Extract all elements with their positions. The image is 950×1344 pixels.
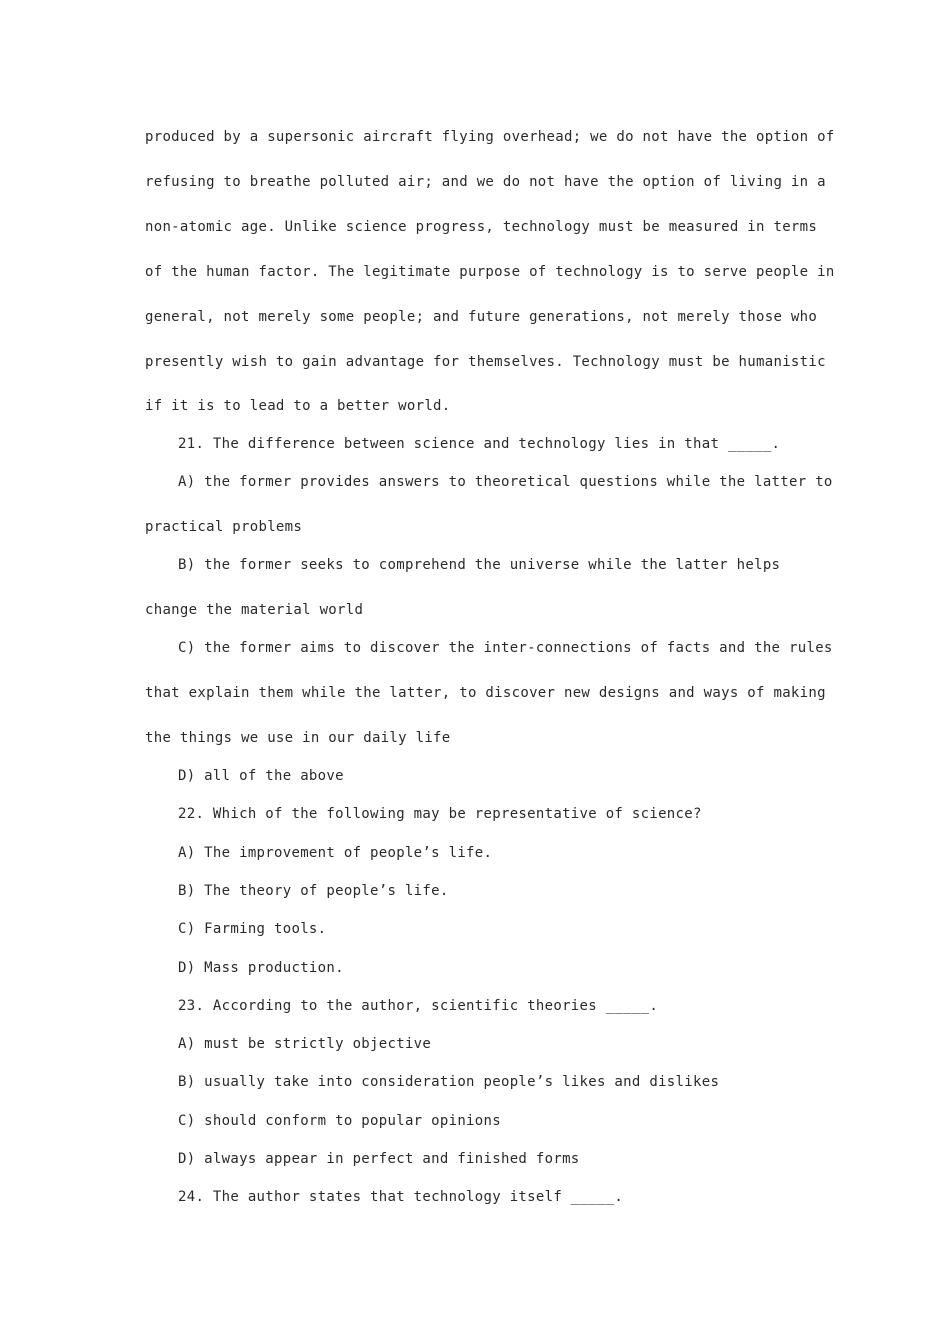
question-21-option-c-cont: that explain them while the latter, to discover new designs and ways of making (145, 685, 826, 701)
question-22-option-b: B) The theory of people’s life. (178, 883, 449, 899)
passage-line: non-atomic age. Unlike science progress, technology must be measured in terms (145, 219, 818, 235)
question-23-option-a: A) must be strictly objective (178, 1036, 432, 1052)
question-21-stem: 21. The difference between science and technology lies in that _____. (178, 436, 781, 452)
question-21-option-b: B) the former seeks to comprehend the universe while the latter helps (178, 557, 781, 573)
question-23-option-b: B) usually take into consideration people’s likes and dislikes (178, 1074, 720, 1090)
question-21-option-c: C) the former aims to discover the inter-connections of facts and the rules (178, 640, 833, 656)
passage-line: produced by a supersonic aircraft flying overhead; we do not have the option of (145, 129, 835, 145)
passage-line: if it is to lead to a better world. (145, 398, 451, 414)
question-22-option-c: C) Farming tools. (178, 921, 327, 937)
question-22-option-d: D) Mass production. (178, 960, 344, 976)
question-21-option-a: A) the former provides answers to theoretical questions while the latter to (178, 474, 833, 490)
question-21-option-a-cont: practical problems (145, 519, 303, 535)
passage-line: presently wish to gain advantage for themselves. Technology must be humanistic (145, 354, 826, 370)
question-22-option-a: A) The improvement of people’s life. (178, 845, 493, 861)
question-22-stem: 22. Which of the following may be representative of science? (178, 806, 702, 822)
passage-line: general, not merely some people; and future generations, not merely those who (145, 309, 818, 325)
passage-line: of the human factor. The legitimate purpose of technology is to serve people in (145, 264, 835, 280)
question-23-option-d: D) always appear in perfect and finished forms (178, 1151, 580, 1167)
question-24-stem: 24. The author states that technology itself _____. (178, 1189, 624, 1205)
question-21-option-b-cont: change the material world (145, 602, 364, 618)
passage-line: refusing to breathe polluted air; and we do not have the option of living in a (145, 174, 826, 190)
question-21-option-d: D) all of the above (178, 768, 344, 784)
question-21-option-c-cont: the things we use in our daily life (145, 730, 451, 746)
question-23-option-c: C) should conform to popular opinions (178, 1113, 501, 1129)
question-23-stem: 23. According to the author, scientific theories _____. (178, 998, 659, 1014)
